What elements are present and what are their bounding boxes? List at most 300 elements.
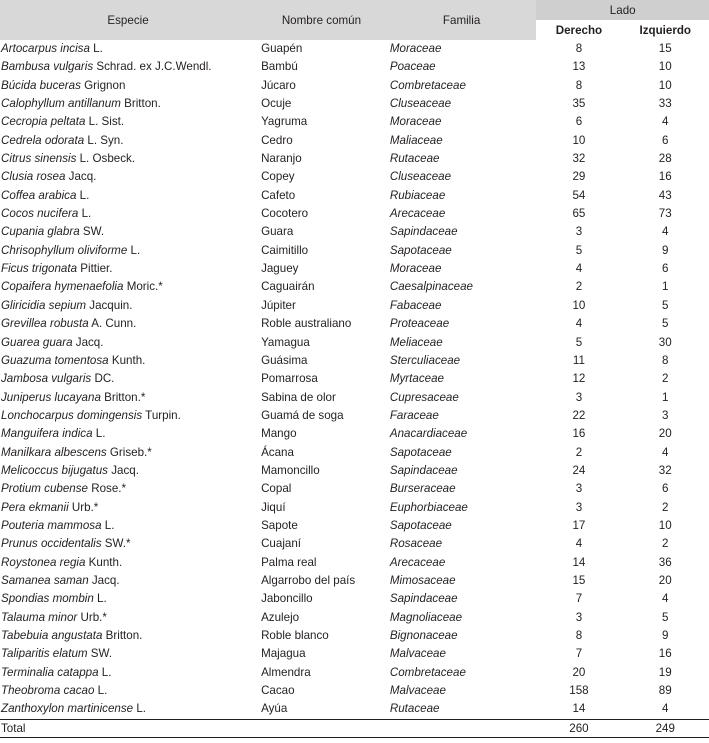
cell-familia	[387, 95, 537, 113]
family-name: Rosaceae	[389, 537, 443, 551]
table-row	[0, 407, 709, 425]
cell-especie	[0, 517, 256, 535]
cell-izquierdo: 89	[658, 684, 672, 698]
species-author: L.	[76, 188, 90, 202]
species-name: Samanea saman	[1, 573, 89, 587]
cell-izquierdo: 30	[658, 335, 672, 349]
table-row	[0, 389, 709, 407]
species-name: Taliparitis elatum	[1, 647, 88, 661]
cell-familia	[387, 444, 537, 462]
cell-derecho: 3	[575, 225, 583, 239]
cell-izquierdo: 6	[662, 262, 669, 276]
cell-nombre-comun: Júpiter	[261, 298, 296, 312]
cell-derecho: 4	[575, 262, 583, 276]
table-row	[0, 462, 709, 480]
species-name: Pera ekmanii	[1, 500, 69, 514]
header-nombre-comun: Nombre común	[281, 13, 362, 27]
species-name: Lonchocarpus domingensis	[1, 408, 143, 422]
species-name: Juniperus lucayana	[1, 390, 101, 404]
cell-izquierdo: 5	[662, 317, 669, 331]
cell-familia	[387, 627, 537, 645]
cell-especie	[0, 150, 256, 168]
table-row	[0, 58, 709, 76]
cell-nombre-comun: Sapote	[261, 518, 298, 532]
cell-nombre-comun: Guapén	[261, 42, 303, 55]
cell-nombre-comun: Ayúa	[261, 702, 288, 716]
family-name: Maliaceae	[389, 133, 443, 147]
cell-familia	[387, 132, 537, 150]
cell-familia	[387, 590, 537, 608]
header-lado: Lado	[536, 0, 709, 21]
cell-nombre-comun: Yamagua	[261, 335, 310, 349]
species-author: Moric.*	[123, 280, 163, 294]
family-name: Anacardiaceae	[389, 427, 468, 441]
cell-derecho: 3	[575, 610, 583, 624]
cell-especie	[0, 242, 256, 260]
species-author: SW.	[79, 225, 105, 239]
species-author: L.	[92, 427, 106, 441]
cell-especie	[0, 462, 256, 480]
family-name: Moraceae	[389, 262, 442, 276]
table-row	[0, 95, 709, 113]
cell-nombre-comun: Mango	[261, 427, 297, 441]
species-author: Jacquin.	[86, 298, 133, 312]
table-row	[0, 627, 709, 645]
cell-especie	[0, 40, 256, 58]
family-name: Burseraceae	[389, 482, 456, 496]
cell-derecho: 14	[572, 702, 586, 716]
cell-familia	[387, 480, 537, 498]
cell-familia	[387, 58, 537, 76]
cell-izquierdo: 73	[658, 207, 672, 221]
family-name: Sapotaceae	[389, 445, 452, 459]
cell-familia	[387, 682, 537, 700]
cell-derecho: 32	[572, 152, 586, 166]
cell-especie	[0, 223, 256, 241]
table-row	[0, 40, 709, 58]
cell-derecho: 8	[575, 78, 583, 92]
species-name: Prunus occidentalis	[1, 537, 102, 551]
cell-nombre-comun: Jiquí	[261, 500, 286, 514]
species-name: Citrus sinensis	[1, 152, 77, 166]
table-row	[0, 205, 709, 223]
cell-nombre-comun: Majagua	[261, 647, 306, 661]
cell-especie	[0, 535, 256, 553]
cell-familia	[387, 223, 537, 241]
cell-derecho: 6	[575, 115, 583, 129]
family-name: Bignonaceae	[389, 629, 458, 642]
family-name: Moraceae	[389, 42, 442, 55]
table-row	[0, 425, 709, 443]
family-name: Myrtaceae	[389, 372, 444, 386]
cell-izquierdo: 6	[662, 482, 669, 496]
species-name: Protium cubense	[1, 482, 88, 496]
cell-izquierdo: 9	[662, 243, 669, 257]
cell-derecho: 10	[572, 298, 586, 312]
table-row	[0, 554, 709, 572]
table-row	[0, 297, 709, 315]
header-izquierdo: Izquierdo	[639, 24, 692, 37]
cell-familia	[387, 260, 537, 278]
cell-derecho: 10	[572, 133, 586, 147]
family-name: Fabaceae	[389, 298, 442, 312]
cell-derecho: 22	[572, 408, 586, 422]
cell-nombre-comun: Cuajaní	[261, 537, 302, 551]
cell-derecho: 20	[572, 665, 586, 679]
species-name: Jambosa vulgaris	[1, 372, 92, 386]
family-name: Rutaceae	[389, 702, 440, 716]
species-author: L.	[101, 518, 115, 532]
cell-especie	[0, 554, 256, 572]
species-name: Talauma minor	[1, 610, 78, 624]
cell-especie	[0, 499, 256, 517]
species-name: Calophyllum antillanum	[1, 97, 121, 111]
family-name: Moraceae	[389, 115, 442, 129]
cell-izquierdo: 9	[662, 629, 669, 642]
family-name: Caesalpinaceae	[389, 280, 473, 294]
cell-familia	[387, 77, 537, 95]
cell-izquierdo: 43	[658, 188, 672, 202]
cell-especie	[0, 627, 256, 645]
species-author: Britton.	[120, 97, 161, 111]
family-name: Mimosaceae	[389, 573, 456, 587]
cell-familia	[387, 535, 537, 553]
cell-izquierdo: 10	[658, 518, 672, 532]
species-author: L.	[78, 207, 92, 221]
cell-nombre-comun: Roble blanco	[261, 629, 329, 642]
cell-derecho: 12	[572, 372, 586, 386]
cell-nombre-comun: Roble australiano	[261, 317, 352, 331]
species-author: L.	[93, 592, 107, 606]
species-name: Grevillea robusta	[1, 317, 89, 331]
family-name: Magnoliaceae	[389, 610, 463, 624]
table-row	[0, 113, 709, 131]
cell-familia	[387, 499, 537, 517]
species-name: Roystonea regia	[1, 555, 86, 569]
species-name: Bambusa vulgaris	[1, 60, 94, 74]
species-author: L.	[127, 243, 141, 257]
species-author: DC.	[91, 372, 115, 386]
total-empty-cell	[387, 719, 537, 737]
cell-especie	[0, 572, 256, 590]
table-row	[0, 499, 709, 517]
family-name: Sapotaceae	[389, 243, 452, 257]
species-author: Jacq.	[72, 335, 104, 349]
species-author: Britton.	[102, 629, 143, 642]
cell-especie	[0, 77, 256, 95]
cell-nombre-comun: Bambú	[261, 60, 298, 74]
cell-izquierdo: 3	[662, 408, 669, 422]
cell-familia	[387, 40, 537, 58]
species-author: Rose.*	[88, 482, 127, 496]
species-author: L.	[98, 665, 112, 679]
species-author: Urb.*	[68, 500, 99, 514]
cell-nombre-comun: Jaguey	[261, 262, 299, 276]
species-name: Copaifera hymenaefolia	[1, 280, 124, 294]
cell-familia	[387, 425, 537, 443]
cell-izquierdo: 4	[662, 702, 669, 716]
cell-derecho: 24	[572, 463, 586, 477]
cell-derecho: 2	[575, 445, 583, 459]
cell-izquierdo: 2	[662, 372, 669, 386]
table-row	[0, 444, 709, 462]
species-name: Spondias mombin	[1, 592, 94, 606]
cell-izquierdo: 33	[658, 97, 672, 111]
species-author: Pittier.	[77, 262, 113, 276]
cell-nombre-comun: Cacao	[261, 684, 295, 698]
species-author: SW.*	[101, 537, 131, 551]
cell-izquierdo: 4	[662, 445, 669, 459]
cell-derecho: 3	[575, 482, 583, 496]
cell-derecho: 5	[575, 335, 583, 349]
table-row	[0, 132, 709, 150]
cell-especie	[0, 444, 256, 462]
cell-nombre-comun: Guara	[261, 225, 294, 239]
total-label: Total	[0, 719, 256, 737]
header-especie: Especie	[107, 13, 149, 27]
cell-nombre-comun: Cocotero	[261, 207, 309, 221]
species-name: Cedrela odorata	[1, 133, 85, 147]
family-name: Sterculiaceae	[389, 353, 461, 367]
family-name: Proteaceae	[389, 317, 450, 331]
species-author: L.	[133, 702, 146, 716]
cell-derecho: 14	[572, 555, 586, 569]
table-row	[0, 187, 709, 205]
species-author: Jacq.	[107, 463, 139, 477]
cell-familia	[387, 150, 537, 168]
table-body	[0, 40, 709, 719]
species-author: L.	[89, 42, 103, 55]
species-name: Melicoccus bijugatus	[1, 463, 108, 477]
table-row	[0, 700, 709, 719]
cell-especie	[0, 187, 256, 205]
species-name: Manguifera indica	[1, 427, 93, 441]
species-name: Gliricidia sepium	[1, 298, 87, 312]
species-author: Urb.*	[77, 610, 107, 624]
cell-izquierdo: 10	[658, 60, 672, 74]
family-name: Meliaceae	[389, 335, 443, 349]
cell-derecho: 3	[575, 390, 583, 404]
table-row	[0, 77, 709, 95]
total-izquierdo: 249	[622, 719, 709, 737]
cell-izquierdo: 15	[658, 42, 672, 55]
table-row	[0, 590, 709, 608]
cell-derecho: 29	[572, 170, 586, 184]
family-name: Rubiaceae	[389, 188, 446, 202]
cell-familia	[387, 609, 537, 627]
table-row	[0, 168, 709, 186]
cell-nombre-comun: Guamá de soga	[261, 408, 344, 422]
species-name: Cecropia peltata	[1, 115, 86, 129]
cell-izquierdo: 4	[662, 225, 669, 239]
table-row	[0, 572, 709, 590]
cell-izquierdo: 28	[658, 152, 672, 166]
table-row	[0, 278, 709, 296]
total-empty-cell	[256, 719, 387, 737]
family-name: Faraceae	[389, 408, 439, 422]
family-name: Cluseaceae	[389, 97, 452, 111]
cell-familia	[387, 554, 537, 572]
cell-derecho: 158	[569, 684, 589, 698]
cell-nombre-comun: Algarrobo del país	[261, 573, 356, 587]
cell-nombre-comun: Caguairán	[261, 280, 315, 294]
species-author: SW.	[87, 647, 113, 661]
cell-familia	[387, 334, 537, 352]
table-row	[0, 315, 709, 333]
family-name: Rutaceae	[389, 152, 440, 166]
cell-derecho: 3	[575, 500, 583, 514]
table-row	[0, 480, 709, 498]
cell-derecho: 2	[575, 280, 583, 294]
species-name: Coffea arabica	[1, 188, 77, 202]
species-author: Turpin.	[142, 408, 181, 422]
cell-especie	[0, 352, 256, 370]
cell-izquierdo: 8	[662, 353, 669, 367]
cell-nombre-comun: Jaboncillo	[261, 592, 313, 606]
species-author: L. Syn.	[84, 133, 124, 147]
cell-izquierdo: 19	[658, 665, 672, 679]
cell-nombre-comun: Copey	[261, 170, 295, 184]
cell-nombre-comun: Júcaro	[261, 78, 296, 92]
species-name: Búcida buceras	[1, 78, 81, 92]
family-name: Sapindaceae	[389, 592, 458, 606]
cell-derecho: 65	[572, 207, 586, 221]
species-author: Jacq.	[65, 170, 97, 184]
cell-nombre-comun: Yagruma	[261, 115, 308, 129]
cell-familia	[387, 664, 537, 682]
cell-familia	[387, 389, 537, 407]
species-name: Clusia rosea	[1, 170, 66, 184]
cell-derecho: 8	[575, 42, 583, 55]
family-name: Arecaceae	[389, 207, 446, 221]
cell-derecho: 8	[575, 629, 583, 642]
cell-familia	[387, 113, 537, 131]
cell-familia	[387, 370, 537, 388]
cell-especie	[0, 168, 256, 186]
species-author: Britton.*	[100, 390, 146, 404]
family-name: Combretaceae	[389, 665, 466, 679]
cell-especie	[0, 425, 256, 443]
cell-nombre-comun: Guásima	[261, 353, 308, 367]
cell-especie	[0, 389, 256, 407]
species-name: Guarea guara	[1, 335, 73, 349]
cell-nombre-comun: Cedro	[261, 133, 293, 147]
cell-especie	[0, 407, 256, 425]
cell-izquierdo: 16	[658, 647, 672, 661]
family-name: Poaceae	[389, 60, 436, 74]
table-row	[0, 517, 709, 535]
cell-nombre-comun: Sabina de olor	[261, 390, 336, 404]
species-author: A. Cunn.	[88, 317, 137, 331]
family-name: Cluseaceae	[389, 170, 452, 184]
species-author: Schrad. ex J.C.Wendl.	[93, 60, 212, 74]
cell-nombre-comun: Ácana	[261, 445, 294, 459]
species-name: Artocarpus incisa	[1, 42, 90, 55]
species-name: Terminalia catappa	[1, 665, 99, 679]
cell-especie	[0, 260, 256, 278]
cell-derecho: 7	[575, 592, 583, 606]
cell-derecho: 11	[572, 353, 585, 367]
cell-familia	[387, 278, 537, 296]
species-name: Theobroma cacao	[1, 684, 95, 698]
species-name: Chrisophyllum oliviforme	[1, 243, 128, 257]
cell-familia	[387, 572, 537, 590]
cell-izquierdo: 2	[662, 537, 669, 551]
cell-especie	[0, 113, 256, 131]
cell-familia	[387, 187, 537, 205]
species-author: Jacq.	[88, 573, 120, 587]
cell-izquierdo: 20	[658, 427, 672, 441]
cell-nombre-comun: Mamoncillo	[261, 463, 320, 477]
header-familia: Familia	[442, 13, 481, 27]
cell-izquierdo: 5	[662, 610, 669, 624]
cell-derecho: 16	[572, 427, 586, 441]
cell-especie	[0, 682, 256, 700]
table-row	[0, 334, 709, 352]
cell-izquierdo: 10	[658, 78, 672, 92]
cell-familia	[387, 242, 537, 260]
cell-izquierdo: 1	[662, 280, 669, 294]
species-author: L. Osbeck.	[76, 152, 136, 166]
species-name: Zanthoxylon martinicense	[1, 702, 134, 716]
family-name: Euphorbiaceae	[389, 500, 468, 514]
cell-especie	[0, 664, 256, 682]
species-author: L. Sist.	[85, 115, 125, 129]
cell-especie	[0, 58, 256, 76]
cell-familia	[387, 517, 537, 535]
family-name: Sapindaceae	[389, 463, 458, 477]
table-row	[0, 242, 709, 260]
species-author: L.	[94, 684, 108, 698]
cell-derecho: 7	[575, 647, 583, 661]
table-row	[0, 645, 709, 663]
cell-especie	[0, 609, 256, 627]
species-author: Griseb.*	[106, 445, 152, 459]
cell-derecho: 15	[572, 573, 586, 587]
species-name: Ficus trigonata	[1, 262, 78, 276]
cell-familia	[387, 462, 537, 480]
cell-nombre-comun: Cafeto	[261, 188, 296, 202]
cell-especie	[0, 132, 256, 150]
species-name: Guazuma tomentosa	[1, 353, 109, 367]
cell-especie	[0, 95, 256, 113]
species-author: Kunth.	[85, 555, 123, 569]
family-name: Arecaceae	[389, 555, 446, 569]
table-row	[0, 260, 709, 278]
cell-familia	[387, 297, 537, 315]
family-name: Sapindaceae	[389, 225, 458, 239]
cell-especie	[0, 370, 256, 388]
species-name: Tabebuia angustata	[1, 629, 103, 642]
total-derecho: 260	[536, 719, 621, 737]
cell-familia	[387, 168, 537, 186]
species-name: Cupania glabra	[1, 225, 80, 239]
table-row	[0, 535, 709, 553]
total-row	[0, 719, 709, 737]
cell-izquierdo: 2	[662, 500, 669, 514]
cell-especie	[0, 645, 256, 663]
cell-nombre-comun: Caimitillo	[261, 243, 309, 257]
table-row	[0, 370, 709, 388]
cell-especie	[0, 480, 256, 498]
cell-izquierdo: 20	[658, 573, 672, 587]
table-row	[0, 682, 709, 700]
cell-izquierdo: 4	[662, 115, 669, 129]
cell-especie	[0, 590, 256, 608]
species-author: Grignon	[80, 78, 126, 92]
family-name: Cupresaceae	[389, 390, 459, 404]
cell-izquierdo: 6	[662, 133, 669, 147]
